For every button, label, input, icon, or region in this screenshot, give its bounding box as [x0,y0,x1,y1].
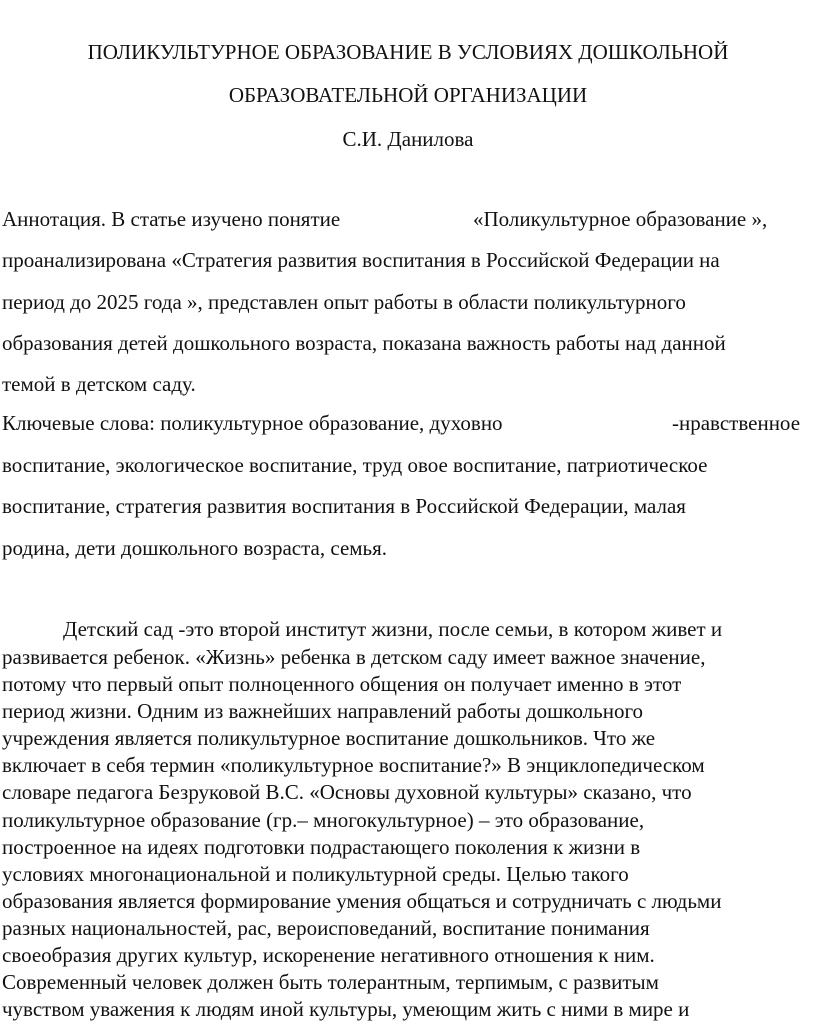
body-line: Современный человек должен быть толерантным, терпимым, с развитым [2,970,659,994]
body-line: чувством уважения к людям иной культуры, умеющим жить с ними в мире и [2,997,690,1021]
annotation-line: темой в детском саду. [2,372,196,396]
keywords-line: -нравственное [672,411,801,435]
annotation-line: Аннотация. В статье изучено понятие [2,207,341,231]
annotation-line: образования детей дошкольного возраста, показана важность работы над данной [2,331,726,355]
keywords-line: родина, дети дошкольного возраста, семья. [2,536,388,560]
title-line-1: ПОЛИКУЛЬТУРНОЕ ОБРАЗОВАНИЕ В УСЛОВИЯХ ДОШКОЛЬНОЙ [87,40,729,64]
body-line: развивается ребенок. «Жизнь» ребенка в детском саду имеет важное значение, [2,645,706,669]
author-name: С.И. Данилова [342,127,474,151]
keywords-line: воспитание, стратегия развития воспитания в Российской Федерации, малая [2,494,686,518]
body-line: включает в себя термин «поликультурное воспитание?» В энциклопедическом [2,753,705,777]
annotation-line: «Поликультурное образование », [473,207,768,231]
body-line: Детский сад -это второй институт жизни, после семьи, в котором живет и [63,617,723,641]
annotation-line: период до 2025 года », представлен опыт работы в области поликультурного [2,290,686,314]
title-line-2: ОБРАЗОВАТЕЛЬНОЙ ОРГАНИЗАЦИИ [228,83,588,107]
body-line: построенное на идеях подготовки подрастающего поколения к жизни в [2,835,641,859]
body-line: своеобразия других культур, искоренение негативного отношения к ним. [2,943,655,967]
body-line: потому что первый опыт полноценного общения он получает именно в этот [2,672,682,696]
body-line: условиях многонациональной и поликультурной среды. Целью такого [2,862,629,886]
body-line: поликультурное образование (гр.– многокультурное) – это образование, [2,808,645,832]
annotation-line: проанализирована «Стратегия развития воспитания в Российской Федерации на [2,248,720,272]
body-line: разных национальностей, рас, вероисповеданий, воспитание понимания [2,916,650,940]
body-line: учреждения является поликультурное воспитание дошкольников. Что же [2,726,656,750]
keywords-line: Ключевые слова: поликультурное образование, духовно [2,411,503,435]
body-line: период жизни. Одним из важнейших направлений работы дошкольного [2,699,644,723]
body-line: словаре педагога Безруковой В.С. «Основы духовной культуры» сказано, что [2,780,692,804]
keywords-line: воспитание, экологическое воспитание, труд овое воспитание, патриотическое [2,453,708,477]
body-line: образования является формирование умения общаться и сотрудничать с людьми [2,889,722,913]
